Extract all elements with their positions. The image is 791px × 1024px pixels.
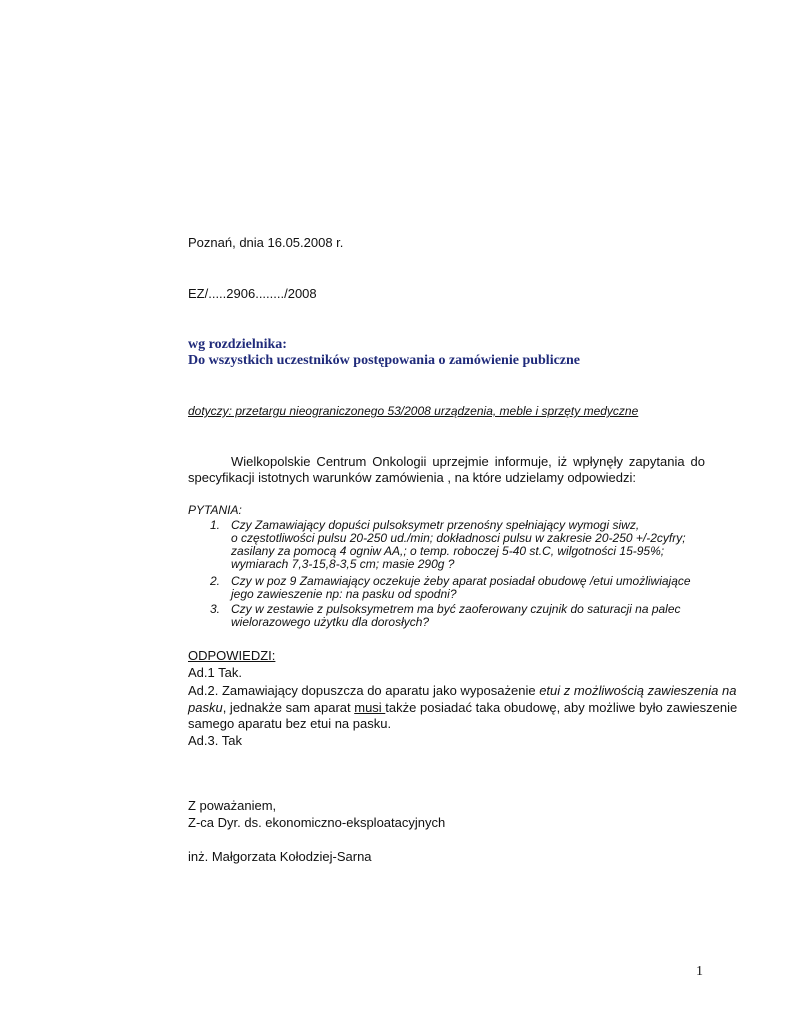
answer-1: Ad.1 Tak.: [188, 665, 242, 680]
signatory-name: inż. Małgorzata Kołodziej-Sarna: [188, 849, 372, 864]
question-3-line-2: wielorazowego użytku dla dorosłych?: [231, 615, 430, 629]
questions-heading: PYTANIA:: [188, 503, 242, 517]
addressee-line-2: Do wszystkich uczestników postępowania o zamówienie publiczne: [188, 353, 581, 368]
signatory-position: Z-ca Dyr. ds. ekonomiczno-eksploatacyjnych: [188, 815, 446, 830]
answer-2-line-2: [188, 699, 738, 716]
intro-line-2: specyfikacji istotnych warunków zamówienia , na które udzielamy odpowiedzi:: [188, 470, 636, 485]
answer-2-text: , jednakże sam aparat: [222, 700, 355, 715]
answers-heading: ODPOWIEDZI:: [188, 648, 276, 663]
reference-number: EZ/.....2906......../2008: [188, 286, 317, 301]
question-1-line-4: wymiarach 7,3-15,8-3,5 cm; masie 290g ?: [231, 557, 455, 571]
intro-line-1: Wielkopolskie Centrum Onkologii uprzejmie informuje, iż wpłynęły zapytania do: [231, 454, 705, 469]
question-2-line-1: Czy w poz 9 Zamawiający oczekuje żeby aparat posiadał obudowę /etui umożliwiające: [231, 574, 691, 588]
place-date: Poznań, dnia 16.05.2008 r.: [188, 235, 344, 250]
question-1-line-2: o częstotliwości pulsu 20-250 ud./min; dokładnosci pulsu w zakresie 20-250 +/-2cyfry;: [231, 531, 686, 545]
question-2-line-2: jego zawieszenie np: na pasku od spodni?: [231, 587, 457, 601]
question-1-line-3: zasilany za pomocą 4 ogniw AA,; o temp. roboczej 5-40 st.C, wilgotności 15-95%;: [231, 544, 665, 558]
answer-2-text: Ad.2. Zamawiający dopuszcza do aparatu jako wyposażenie: [188, 683, 540, 698]
answer-2-underlined: musi: [354, 700, 386, 715]
question-number: 3.: [210, 602, 221, 616]
closing-greeting: Z poważaniem,: [188, 798, 277, 813]
question-number: 1.: [210, 518, 221, 532]
question-number: 2.: [210, 574, 221, 588]
addressee-line-1: wg rozdzielnika:: [188, 337, 287, 352]
answer-2-text: także posiadać taka obudowę, aby możliwe było zawieszenie: [385, 700, 738, 715]
answer-2-emphasis: etui z możliwością zawieszenia na: [539, 683, 737, 698]
page-number: 1: [696, 964, 703, 979]
subject-line: dotyczy: przetargu nieograniczonego 53/2008 urządzenia, meble i sprzęty medyczne: [188, 404, 639, 418]
answer-2-emphasis: pasku: [188, 700, 223, 715]
answer-2-line-3: samego aparatu bez etui na pasku.: [188, 716, 392, 731]
answer-2-line-1: [188, 682, 737, 699]
question-3-line-1: Czy w zestawie z pulsoksymetrem ma być zaoferowany czujnik do saturacji na palec: [231, 602, 681, 616]
question-1-line-1: Czy Zamawiający dopuści pulsoksymetr przenośny spełniający wymogi siwz,: [231, 518, 640, 532]
answer-3: Ad.3. Tak: [188, 733, 242, 748]
